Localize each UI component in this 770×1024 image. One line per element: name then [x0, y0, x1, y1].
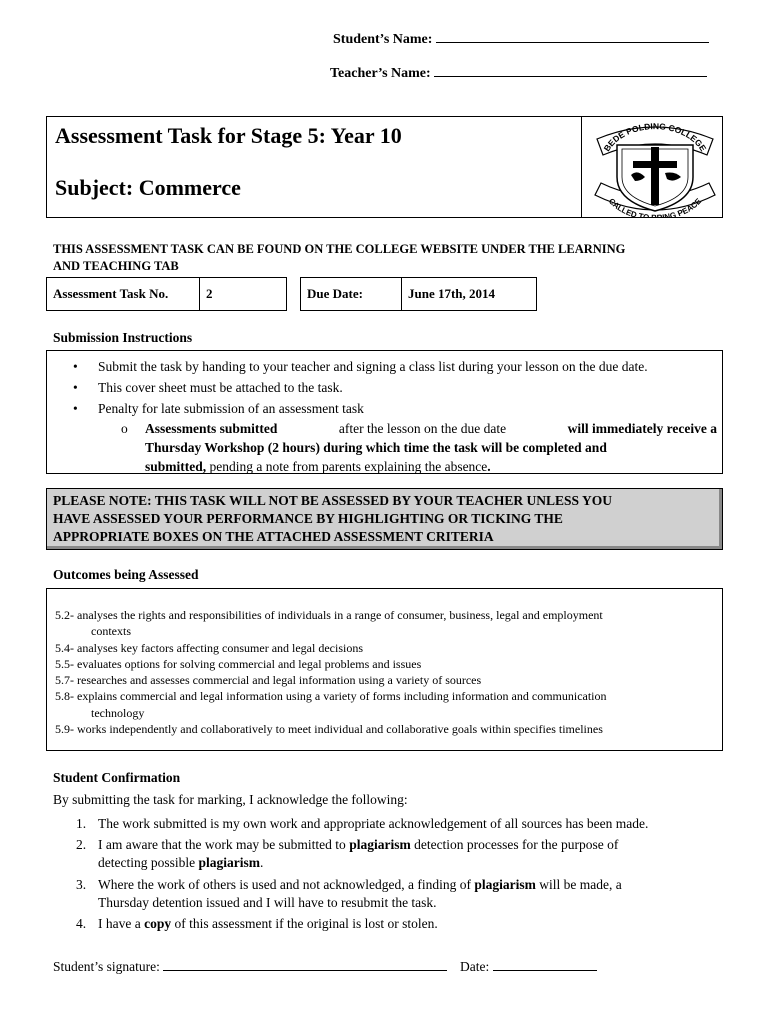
outcome-item: 5.9- works independently and collaboratively to meet individual and collaborative goals within specifies timelines: [55, 722, 603, 737]
submission-item: • This cover sheet must be attached to the task.: [73, 380, 343, 395]
please-note-line: PLEASE NOTE: THIS TASK WILL NOT BE ASSESSED BY YOUR TEACHER UNLESS YOU: [53, 493, 612, 508]
confirmation-item-4: 4. I have a copy of this assessment if the original is lost or stolen.: [76, 916, 438, 931]
submission-item: • Penalty for late submission of an assessment task: [73, 401, 364, 416]
submission-item: • Submit the task by handing to your teacher and signing a class list during your lesson on the due date.: [73, 359, 648, 374]
page-title: Assessment Task for Stage 5: Year 10: [55, 123, 402, 148]
please-note-box: [46, 488, 723, 550]
submission-box: [46, 350, 723, 474]
confirmation-item-1: 1. The work submitted is my own work and appropriate acknowledgement of all sources has been made.: [76, 816, 649, 831]
student-name-row: [333, 30, 709, 48]
svg-text:BEDE POLDING COLLEGE: BEDE POLDING COLLEGE: [601, 121, 709, 154]
date-field[interactable]: [493, 960, 597, 971]
task-number-value: 2: [200, 278, 287, 311]
task-number-table: [46, 277, 287, 311]
teacher-name-field[interactable]: [434, 64, 707, 77]
college-crest-logo: [587, 117, 723, 217]
outcome-item: 5.5- evaluates options for solving commercial and legal problems and issues: [55, 656, 422, 671]
student-name-label: Student’s Name:: [333, 32, 433, 47]
subject-title: Subject: Commerce: [55, 175, 241, 200]
please-note-line: APPROPRIATE BOXES ON THE ATTACHED ASSESSMENT CRITERIA: [53, 529, 494, 544]
signature-field[interactable]: [163, 960, 447, 971]
confirmation-heading: Student Confirmation: [53, 770, 181, 785]
website-notice-line: THIS ASSESSMENT TASK CAN BE FOUND ON THE COLLEGE WEBSITE UNDER THE LEARNING: [53, 242, 626, 256]
signature-row: [53, 959, 597, 975]
due-date-table: [300, 277, 537, 311]
website-notice: [53, 241, 625, 275]
svg-text:CALLED TO BRING PEACE: CALLED T NG PEACE: [606, 196, 704, 217]
confirmation-item-3: 3. Where the work of others is used and not acknowledged, a finding of plagiarism will be made, a Thursday detention issued and I will have to resubmit the task.: [76, 877, 622, 910]
date-label: Date:: [460, 959, 490, 974]
confirmation-item-2: 2. I am aware that the work may be submitted to plagiarism detection processes for the purpose of detecting possible plagiarism.: [76, 837, 619, 870]
outcome-item: 5.8- explains commercial and legal information using a variety of forms including information and communication technology: [55, 689, 607, 720]
teacher-name-label: Teacher’s Name:: [330, 66, 431, 81]
please-note-line: HAVE ASSESSED YOUR PERFORMANCE BY HIGHLIGHTING OR TICKING THE: [53, 511, 563, 526]
signature-label: Student’s signature:: [53, 959, 160, 974]
outcomes-box: [46, 588, 723, 751]
student-name-field[interactable]: [436, 30, 709, 43]
task-number-label: Assessment Task No.: [47, 278, 200, 311]
penalty-subitem: o Assessments submitted after the lesson on the due date will immediately receive a Thursday Workshop (2 hours) during which time the task will be completed and submitted, pending a note from parents explaining the absence.: [121, 421, 717, 474]
website-notice-line: AND TEACHING TAB: [53, 259, 179, 273]
outcomes-heading: Outcomes being Assessed: [53, 567, 199, 582]
title-box: [46, 116, 723, 218]
submission-heading: Submission Instructions: [53, 330, 193, 345]
due-date-label: Due Date:: [301, 278, 402, 311]
outcome-item: 5.7- researches and assesses commercial and legal information using a variety of sources: [55, 673, 482, 688]
teacher-name-row: [330, 64, 707, 82]
confirmation-intro: By submitting the task for marking, I acknowledge the following:: [53, 792, 408, 807]
due-date-value: June 17th, 2014: [402, 278, 537, 311]
outcome-item: 5.4- analyses key factors affecting consumer and legal decisions: [55, 640, 364, 655]
outcome-item: 5.2- analyses the rights and responsibilities of individuals in a range of consumer, business, legal and employment contexts: [55, 608, 603, 639]
